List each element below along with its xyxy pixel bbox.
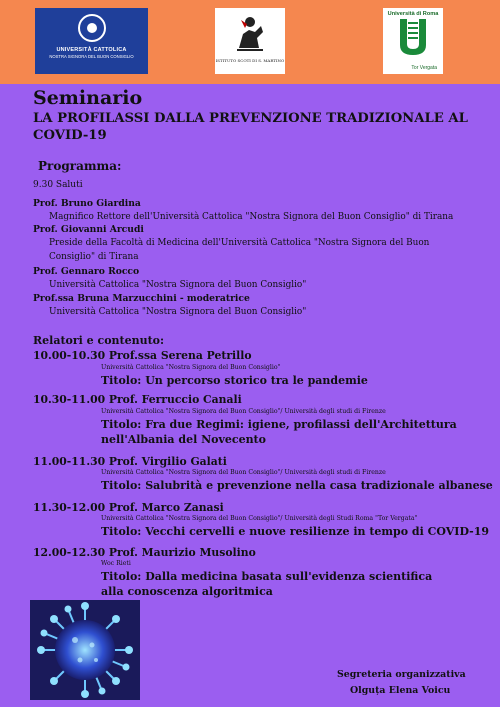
seminar-title-line2: COVID-19 (33, 128, 107, 143)
saluti-time: 9.30 Saluti (33, 180, 83, 190)
greeting-name: Prof.ssa Bruna Marzucchini - moderatrice (33, 293, 250, 304)
talk-affiliation: Università Cattolica "Nostra Signora del Buon Consiglio"/ Università degli studi di Firenze (101, 408, 386, 415)
greeting-role: Università Cattolica "Nostra Signora del Buon Consiglio" (49, 280, 307, 290)
talk-time: 11.30-12.00 (33, 501, 106, 514)
greeting-role: Magnifico Rettore dell'Università Cattolica "Nostra Signora del Buon Consiglio" di Tirana (49, 212, 454, 222)
talk-affiliation: Università Cattolica "Nostra Signora del Buon Consiglio"/ Università degli studi di Firenze (101, 469, 386, 476)
talk-speaker: Prof. Marco Zanasi (108, 501, 224, 514)
seal-icon (78, 14, 106, 42)
talk-header (33, 501, 224, 514)
talk-header (33, 349, 252, 362)
segreteria-label: Segreteria organizzativa (337, 669, 466, 680)
logo-cattolica-line2: NOSTRA SIGNORA DEL BUON CONSIGLIO (49, 54, 134, 59)
greeting-name: Prof. Bruno Giardina (33, 198, 141, 209)
greeting-role: Università Cattolica "Nostra Signora del Buon Consiglio" (49, 307, 307, 317)
torvergata-line2: Tor Vergata (411, 65, 437, 71)
talk-title: Titolo: Un percorso storico tra le pandemie (101, 374, 368, 387)
talk-title: Titolo: Fra due Regimi: igiene, profilassi dell'Architettura (101, 418, 457, 431)
talk-title: Titolo: Vecchi cervelli e nuove resilienze in tempo di COVID-19 (101, 525, 490, 538)
talk-header (33, 455, 227, 468)
tor-vergata-logo (383, 8, 443, 74)
relatori-label: Relatori e contenuto: (33, 334, 165, 347)
talk-header (33, 393, 242, 406)
talk-speaker: Prof. Virgilio Galati (108, 455, 227, 468)
rider-emblem-icon (233, 14, 267, 54)
talk-time: 10.00-10.30 (33, 349, 106, 362)
segreteria-name: Olguța Elena Voicu (350, 685, 451, 696)
greeting-name: Prof. Gennaro Rocco (33, 266, 140, 277)
istituto-caption: ISTITUTO SCOTI DI S. MARTINO (215, 58, 285, 63)
seminar-title (33, 110, 468, 144)
talk-speaker: Prof. Maurizio Musolino (108, 546, 256, 559)
talk-title: Titolo: Dalla medicina basata sull'evidenza scientifica (101, 570, 433, 583)
talk-speaker: Prof.ssa Serena Petrillo (108, 349, 252, 362)
talk-time: 12.00-12.30 (33, 546, 106, 559)
greeting-name: Prof. Giovanni Arcudi (33, 224, 144, 235)
talk-time: 11.00-11.30 (33, 455, 106, 468)
greeting-role: Preside della Facoltà di Medicina dell'Università Cattolica "Nostra Signora del Buon (49, 238, 430, 248)
header-band (0, 0, 500, 84)
talk-affiliation: Woc Rieti (101, 560, 131, 567)
greeting-role: Consiglio" di Tirana (49, 252, 139, 262)
talk-speaker: Prof. Ferruccio Canali (108, 393, 242, 406)
talk-title: nell'Albania del Novecento (101, 433, 266, 446)
torvergata-line1: Università di Roma (387, 11, 439, 17)
programma-label: Programma: (38, 159, 122, 173)
seminar-label: Seminario (33, 87, 143, 109)
seminar-title-line1: LA PROFILASSI DALLA PREVENZIONE TRADIZIONALE AL (33, 111, 468, 126)
university-cattolica-logo (35, 8, 148, 74)
talk-title: Titolo: Salubrità e prevenzione nella casa tradizionale albanese (101, 479, 493, 492)
tor-vergata-mark-icon (398, 19, 428, 57)
talk-affiliation: Università Cattolica "Nostra Signora del Buon Consiglio" (101, 364, 281, 371)
coronavirus-image (30, 600, 140, 700)
talk-header (33, 546, 256, 559)
logo-cattolica-line1: UNIVERSITÀ CATTOLICA (56, 47, 127, 53)
talk-title: alla conoscenza algoritmica (101, 585, 273, 598)
talk-time: 10.30-11.00 (33, 393, 106, 406)
talk-affiliation: Università Cattolica "Nostra Signora del Buon Consiglio"/ Università degli Studi Roma "Tor Vergata" (101, 515, 418, 522)
istituto-logo (215, 8, 285, 74)
